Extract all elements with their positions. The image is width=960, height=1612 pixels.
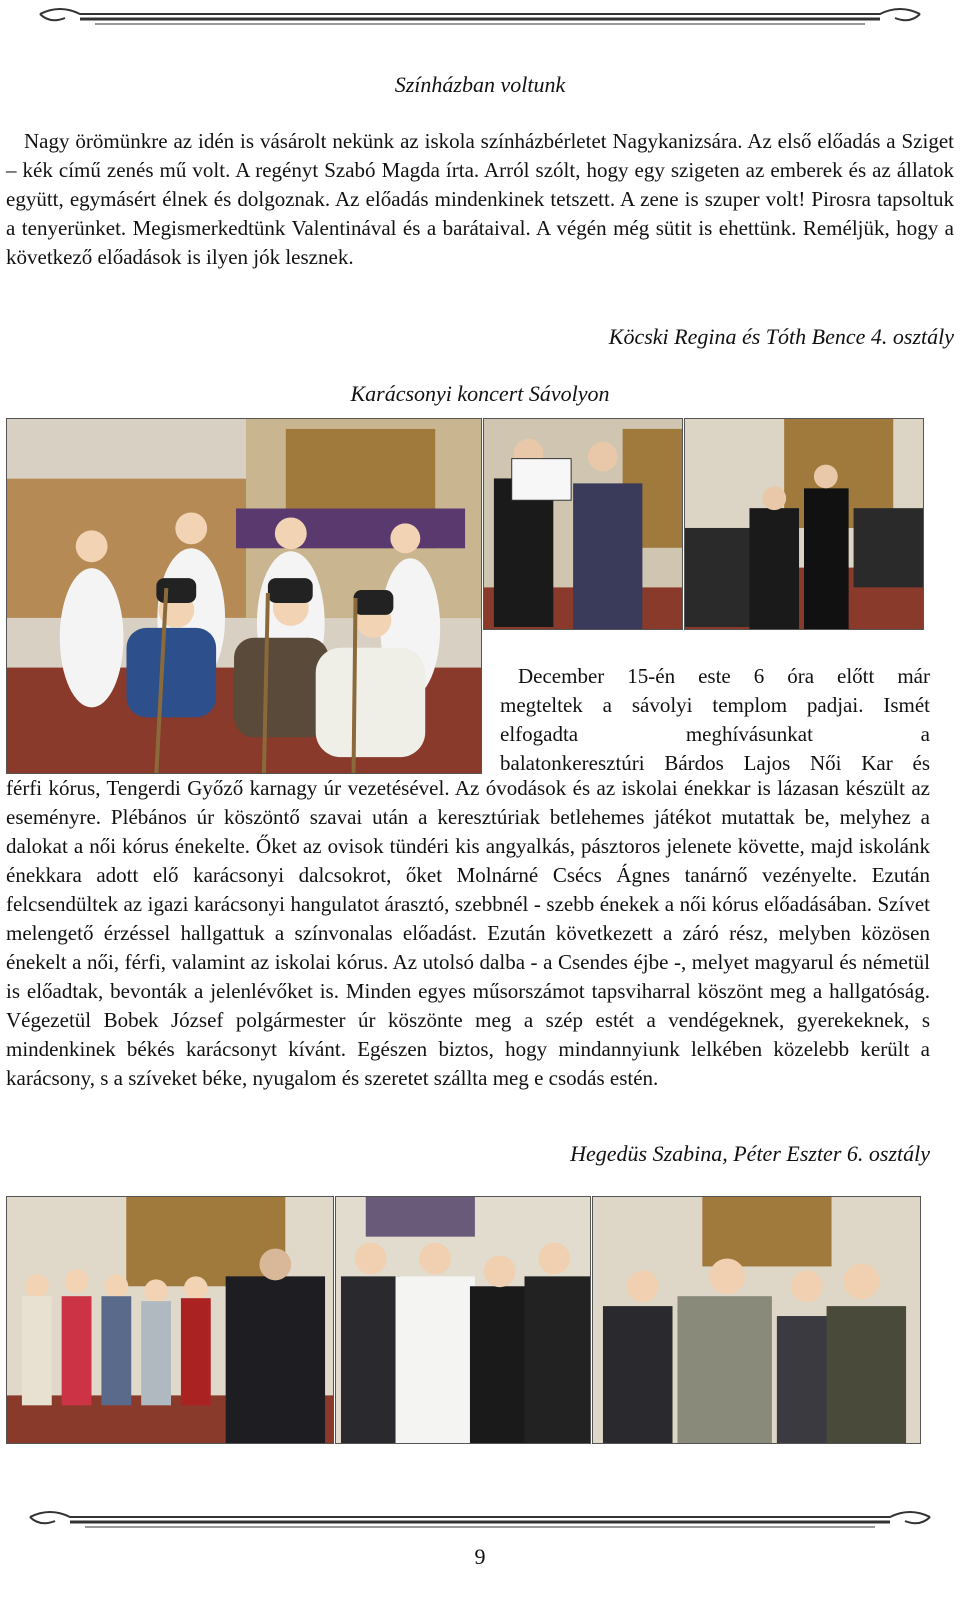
wrap-line-1: December 15-én este 6 óra előtt már — [518, 664, 930, 688]
page-number: 9 — [474, 1544, 486, 1569]
top-ornament — [0, 2, 960, 32]
photo-school-choir-1 — [6, 1196, 334, 1444]
article2-title: Karácsonyi koncert Sávolyon — [350, 381, 610, 406]
article1-body: Nagy örömünkre az idén is vásárolt nekünk az iskola színházbérletet Nagykanizsára. Az első előadás a Sziget – kék című zenés mű volt. A regényt Szabó Magda írta. Arról szólt, hogy egy szigeten az emberek és az állatok együtt, egymásért élnek és dolgoznak. Az előadás mindenkinek tetszett. A zene is szuper volt! Pirosra tapsoltuk a tenyerünket. Megismerkedtünk Valentinával és a barátaival. A végén még sütit is ehettünk. Reméljük, hogy a következő előadások is ilyen jók lesznek. — [6, 129, 954, 269]
photo-flute-players — [483, 418, 683, 630]
photo-nativity-children — [6, 418, 482, 774]
article1-title: Színházban voltunk — [394, 72, 566, 97]
article1-signature: Köcski Regina és Tóth Bence 4. osztály — [608, 324, 954, 349]
bottom-ornament — [0, 1505, 960, 1535]
photo-conductor-choir — [684, 418, 924, 630]
photo-school-choir-3 — [592, 1196, 921, 1444]
wrap-line-3: elfogadta meghívásunkat a — [500, 722, 930, 746]
wrap-line-4: balatonkeresztúri Bárdos Lajos Női Kar és — [500, 751, 930, 775]
article2-wrap-text — [500, 662, 930, 778]
wrap-line-2: megteltek a sávolyi templom padjai. Ismét — [500, 693, 930, 717]
article2-signature: Hegedüs Szabina, Péter Eszter 6. osztály — [570, 1141, 930, 1166]
photo-school-choir-2 — [335, 1196, 591, 1444]
article2-body: férfi kórus, Tengerdi Győző karnagy úr vezetésével. Az óvodások és az iskolai énekkar is lázasan készült az eseményre. Plébános úr köszöntő szavai után a keresztúriak betlehemes játékot mutattak be, melyhez a dalokat a női kórus énekelte. Őket az ovisok tündéri kis angyalkás, pásztoros jelenete követte, majd iskolánk énekkara adott elő karácsonyi dalcsokrot, őket Molnárné Csécs Ágnes tanárnő vezényelte. Ezután felcsendültek az igazi karácsonyi hangulatot árasztó, szebbnél - szebb énekek a női kórus előadásában. Szívet melengető érzéssel hallgattuk a színvonalas előadást. Ezután következett a záró rész, melyben közösen énekelt a női, férfi, valamint az iskolai kórus. Az utolsó dalba - a Csendes éjbe -, melyet magyarul és németül is előadtak, bevonták a jelenlévőket is. Minden egyes műsorszámot tapsviharral köszönt meg a hallgatóság. Végezetül Bobek József polgármester úr köszönte meg a szép estét a vendégeknek, gyerekeknek, s mindenkinek békés karácsonyt kívánt. Egészen biztos, hogy mindannyiunk lelkében közelebb került a karácsony, s a szíveket béke, nyugalom és szeretet szállta meg e csodás estén. — [6, 776, 930, 1090]
